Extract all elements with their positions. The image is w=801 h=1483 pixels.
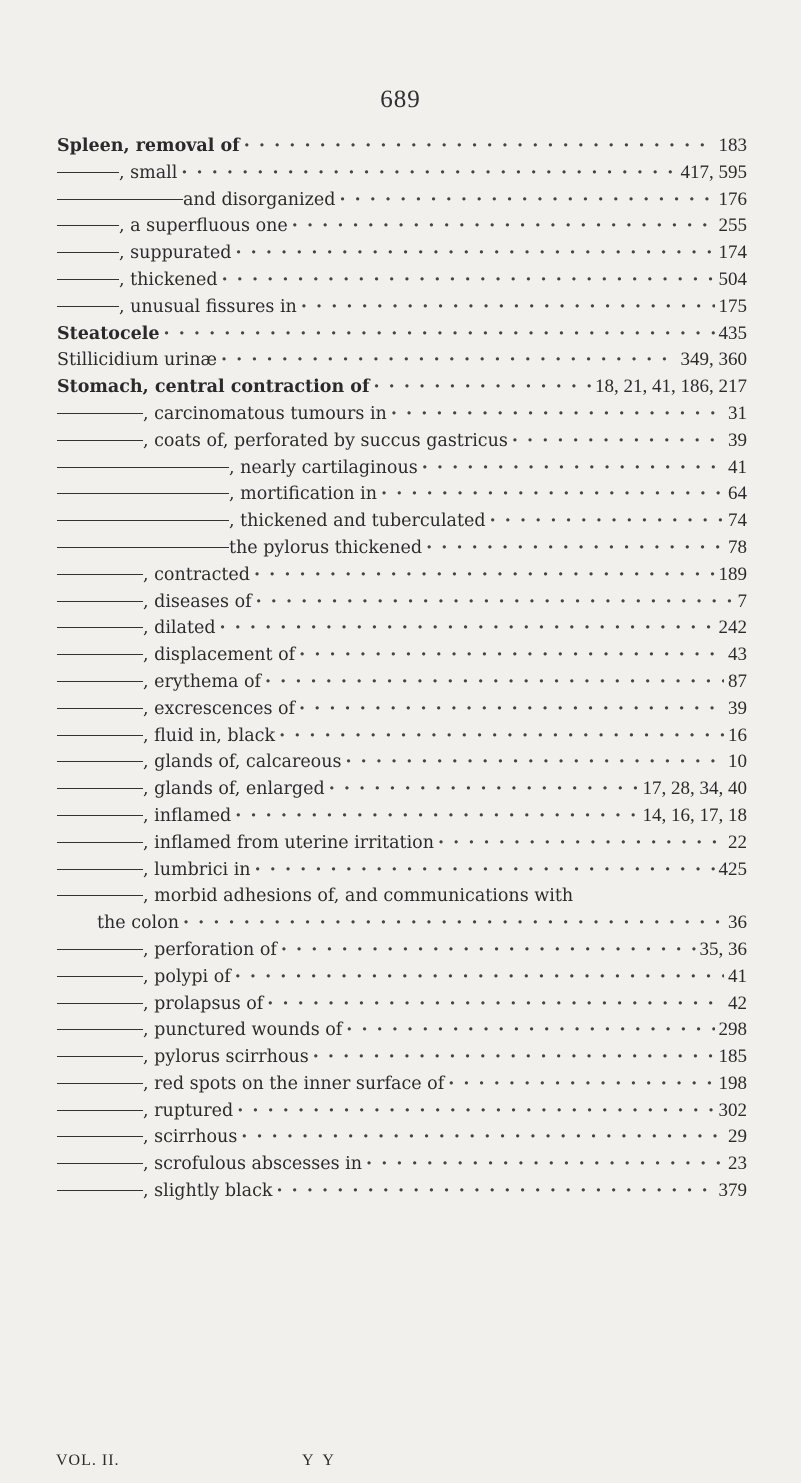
ditto-dash: [57, 976, 143, 977]
dot-leader: [426, 535, 724, 562]
dot-leader: [301, 294, 715, 321]
entry-pages: 35, 36: [699, 938, 747, 960]
entry-pages: 29: [728, 1126, 747, 1148]
ditto-dash: [57, 842, 143, 843]
index-entry: [57, 749, 747, 776]
entry-pages: 504: [718, 268, 747, 290]
index-entry: [57, 589, 747, 616]
dot-leader: [235, 240, 714, 267]
page-number: 689: [380, 86, 421, 113]
dot-leader: [164, 321, 715, 348]
dot-leader: [281, 937, 696, 964]
entry-pages: 43: [728, 644, 747, 666]
dot-leader: [255, 857, 715, 884]
index-entry: [57, 910, 747, 937]
index-entry: [57, 347, 747, 374]
ditto-dash: [57, 949, 143, 950]
entry-pages: 183: [718, 135, 747, 156]
entry-label: , glands of, enlarged: [143, 779, 325, 800]
dot-leader: [237, 1098, 714, 1125]
dot-leader: [299, 642, 724, 669]
entry-pages: 379: [718, 1180, 747, 1202]
dot-leader: [254, 562, 715, 589]
ditto-dash: [57, 467, 229, 468]
entry-pages: 198: [718, 1072, 747, 1094]
entry-label: , polypi of: [143, 966, 231, 987]
dot-leader: [235, 803, 638, 830]
entry-label: , glands of, calcareous: [143, 752, 342, 773]
entry-label: and disorganized: [183, 189, 336, 210]
entry-pages: 78: [728, 536, 747, 558]
dot-leader: [241, 1124, 724, 1151]
dot-leader: [366, 1151, 724, 1178]
index-entry: [57, 562, 747, 589]
entry-label: , a superfluous one: [119, 216, 288, 237]
entry-pages: 41: [728, 965, 747, 987]
ditto-dash: [57, 788, 143, 789]
ditto-dash: [57, 1029, 143, 1030]
entry-label: , lumbrici in: [143, 859, 251, 880]
ditto-dash: [57, 895, 143, 896]
entry-label: , dilated: [143, 618, 216, 639]
ditto-dash: [57, 547, 229, 548]
dot-leader: [329, 776, 639, 803]
ditto-dash: [57, 815, 143, 816]
entry-pages: 22: [728, 831, 747, 853]
index-entry: [57, 1017, 747, 1044]
entry-label: , ruptured: [143, 1100, 234, 1121]
ditto-dash: [57, 869, 143, 870]
entry-pages: 16: [728, 724, 747, 746]
index-entry: [57, 1178, 747, 1205]
index-entry: [57, 213, 747, 240]
dot-leader: [181, 160, 676, 187]
entry-label: , red spots on the inner surface of: [143, 1073, 445, 1094]
ditto-dash: [57, 708, 143, 709]
index-entry: [57, 294, 747, 321]
entry-label: , perforation of: [143, 939, 277, 960]
dot-leader: [256, 589, 734, 616]
entry-pages: 189: [718, 563, 747, 585]
dot-leader: [183, 910, 724, 937]
ditto-dash: [57, 413, 143, 414]
entry-pages: 435: [718, 322, 747, 344]
entry-label: , nearly cartilaginous: [229, 457, 418, 478]
entry-pages: 87: [728, 670, 747, 692]
index-entry: [57, 535, 747, 562]
ditto-dash: [57, 1083, 143, 1084]
entry-pages: 64: [728, 483, 747, 505]
entry-pages: 41: [728, 456, 747, 478]
entry-pages: 349, 360: [680, 349, 747, 371]
entry-label: , excrescences of: [143, 698, 295, 719]
index-entry: [57, 321, 747, 348]
entry-label: , erythema of: [143, 671, 261, 692]
ditto-dash: [57, 761, 143, 762]
entry-label: , unusual fissures in: [119, 296, 297, 317]
index-entry: [57, 1071, 747, 1098]
entry-label: Stillicidium urinæ: [57, 350, 217, 371]
index-entry: [57, 669, 747, 696]
entry-pages: 7: [737, 590, 747, 612]
entry-label: , contracted: [143, 564, 250, 585]
index-entry: [57, 1124, 747, 1151]
entry-label: , carcinomatous tumours in: [143, 403, 387, 424]
ditto-dash: [57, 654, 143, 655]
index-entry: [57, 481, 747, 508]
index-entry: [57, 133, 747, 160]
index-entry: [57, 776, 747, 803]
entry-label: , inflamed: [143, 805, 232, 826]
dot-leader: [279, 723, 724, 750]
ditto-dash: [57, 306, 119, 307]
ditto-dash: [57, 440, 143, 441]
entry-pages: 176: [718, 188, 747, 210]
entry-label: , thickened: [119, 269, 218, 290]
dot-leader: [292, 213, 715, 240]
ditto-dash: [57, 493, 229, 494]
ditto-dash: [57, 1110, 143, 1111]
entry-pages: 425: [718, 858, 747, 880]
index-entry: [57, 830, 747, 857]
ditto-dash: [57, 1056, 143, 1057]
dot-leader: [222, 267, 715, 294]
entry-label: , scrofulous abscesses in: [143, 1154, 363, 1175]
entry-pages: 23: [728, 1153, 747, 1175]
index-entry: [57, 401, 747, 428]
ditto-dash: [57, 1003, 143, 1004]
entry-pages: 298: [718, 1019, 747, 1041]
index-entry: [57, 1044, 747, 1071]
index-entry: [57, 160, 747, 187]
entry-label: , punctured wounds of: [143, 1020, 343, 1041]
entry-label: , morbid adhesions of, and communications with: [143, 886, 574, 907]
index-entry: [57, 615, 747, 642]
entry-label: , suppurated: [119, 243, 232, 264]
index-entry: [57, 374, 747, 401]
dot-leader: [267, 991, 724, 1018]
entry-pages: 417, 595: [680, 161, 747, 183]
dot-leader: [438, 830, 724, 857]
dot-leader: [221, 347, 677, 374]
index-list: [57, 133, 747, 1205]
index-entry: [57, 857, 747, 884]
index-entry: [57, 937, 747, 964]
ditto-dash: [57, 225, 119, 226]
entry-pages: 18, 21, 41, 186, 217: [595, 376, 747, 398]
entry-label: the pylorus thickened: [229, 537, 423, 558]
entry-pages: 39: [728, 429, 747, 451]
entry-pages: 74: [728, 510, 747, 532]
entry-label: , slightly black: [143, 1181, 273, 1202]
ditto-dash: [57, 1136, 143, 1137]
entry-label: , prolapsus of: [143, 993, 264, 1014]
ditto-dash: [57, 1190, 143, 1191]
dot-leader: [422, 455, 724, 482]
dot-leader: [220, 615, 715, 642]
dot-leader: [346, 1017, 714, 1044]
dot-leader: [381, 481, 724, 508]
entry-pages: 255: [718, 215, 747, 237]
entry-label: , thickened and tuberculated: [229, 511, 486, 532]
ditto-dash: [57, 172, 119, 173]
dot-leader: [244, 133, 715, 160]
index-entry: [57, 187, 747, 214]
entry-label: , diseases of: [143, 591, 252, 612]
entry-pages: 175: [718, 295, 747, 317]
index-entry: [57, 883, 747, 910]
dot-leader: [265, 669, 724, 696]
index-entry: [57, 723, 747, 750]
entry-label: , inflamed from uterine irritation: [143, 832, 434, 853]
index-entry: [57, 991, 747, 1018]
entry-label: Steatocele: [57, 323, 160, 344]
entry-label: , mortification in: [229, 484, 378, 505]
dot-leader: [512, 428, 724, 455]
signature-mark: Y Y: [302, 1452, 337, 1469]
ditto-dash: [57, 627, 143, 628]
entry-pages: 39: [728, 697, 747, 719]
ditto-dash: [57, 199, 183, 200]
entry-pages: 14, 16, 17, 18: [642, 804, 747, 826]
ditto-dash: [57, 601, 143, 602]
dot-leader: [313, 1044, 715, 1071]
ditto-dash: [57, 681, 143, 682]
page-footer: [56, 1452, 656, 1480]
index-entry: [57, 964, 747, 991]
entry-pages: 31: [728, 402, 747, 424]
dot-leader: [373, 374, 591, 401]
dot-leader: [277, 1178, 715, 1205]
index-entry: [57, 642, 747, 669]
ditto-dash: [57, 574, 143, 575]
ditto-dash: [57, 252, 119, 253]
entry-label: , fluid in, black: [143, 725, 276, 746]
ditto-dash: [57, 279, 119, 280]
ditto-dash: [57, 735, 143, 736]
volume-label: VOL. II.: [56, 1452, 120, 1469]
entry-label: , coats of, perforated by succus gastricus: [143, 430, 508, 451]
entry-pages: 242: [718, 617, 747, 639]
ditto-dash: [57, 1163, 143, 1164]
index-entry: [57, 803, 747, 830]
entry-pages: 36: [728, 912, 747, 934]
dot-leader: [448, 1071, 714, 1098]
entry-label: , small: [119, 162, 178, 183]
dot-leader: [391, 401, 724, 428]
dot-leader: [490, 508, 724, 535]
entry-pages: 185: [718, 1046, 747, 1068]
entry-label: , pylorus scirrhous: [143, 1047, 309, 1068]
entry-label: , scirrhous: [143, 1127, 238, 1148]
entry-label: Spleen, removal of: [57, 136, 240, 156]
entry-pages: 174: [718, 242, 747, 264]
entry-label: Stomach, central contraction of: [57, 377, 370, 398]
entry-pages: 302: [718, 1099, 747, 1121]
dot-leader: [339, 187, 714, 214]
entry-pages: 17, 28, 34, 40: [642, 778, 747, 800]
entry-label: , displacement of: [143, 645, 296, 666]
entry-pages: 42: [728, 992, 747, 1014]
index-entry: [57, 696, 747, 723]
index-entry: [57, 1151, 747, 1178]
dot-leader: [235, 964, 724, 991]
index-entry: [57, 508, 747, 535]
entry-label: the colon: [97, 913, 179, 934]
entry-pages: 10: [728, 751, 747, 773]
index-entry: [57, 240, 747, 267]
index-entry: [57, 1098, 747, 1125]
index-entry: [57, 455, 747, 482]
dot-leader: [345, 749, 724, 776]
index-entry: [57, 267, 747, 294]
dot-leader: [299, 696, 724, 723]
index-entry: [57, 428, 747, 455]
ditto-dash: [57, 520, 229, 521]
